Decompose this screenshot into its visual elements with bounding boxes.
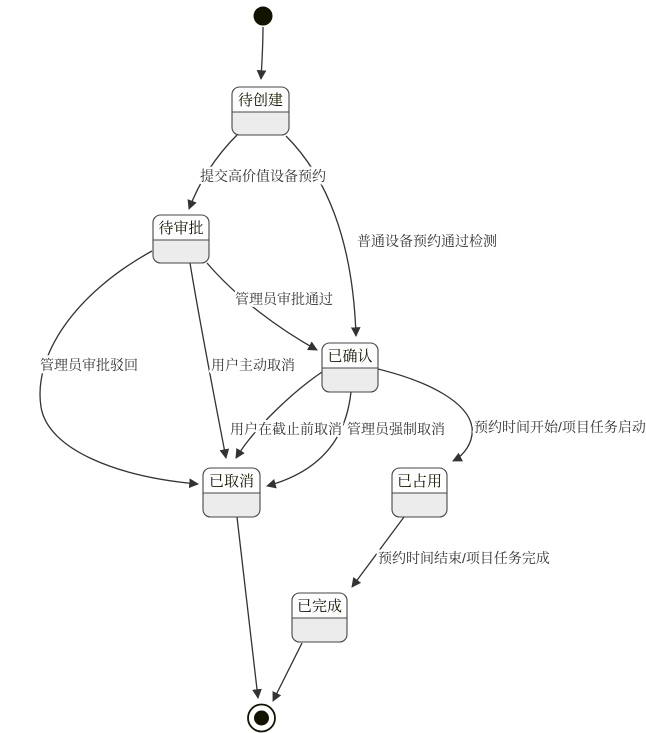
state-label-confirmed: 已确认 xyxy=(327,348,373,365)
transition-reservation-start-path xyxy=(378,369,472,461)
transition-label-normal-device-pass: 普通设备预约通过检测 xyxy=(357,233,497,249)
state-confirmed xyxy=(322,343,378,392)
transition-label-user-cancel: 用户主动取消 xyxy=(211,357,295,373)
state-completed xyxy=(292,593,347,642)
transition-label-admin-reject: 管理员审批驳回 xyxy=(40,357,138,373)
transition-label-admin-approve: 管理员审批通过 xyxy=(235,291,333,307)
state-label-cancelled: 已取消 xyxy=(208,473,255,490)
transition-label-admin-force-cancel: 管理员强制取消 xyxy=(347,421,445,437)
initial-state-dot xyxy=(254,7,272,25)
state-pending-create xyxy=(232,87,289,135)
state-occupied xyxy=(392,468,447,517)
state-label-pending-approval: 待审批 xyxy=(158,220,204,237)
state-pending-approval xyxy=(153,215,209,263)
transition-label-cancel-before-deadline: 用户在截止前取消 xyxy=(230,421,342,437)
transition-label-reservation-end: 预约时间结束/项目任务完成 xyxy=(378,550,550,566)
transition-label-submit-high-value: 提交高价值设备预约 xyxy=(200,168,326,184)
state-label-completed: 已完成 xyxy=(296,598,343,615)
state-label-occupied: 已占用 xyxy=(396,473,443,490)
transition-label-reservation-start: 预约时间开始/项目任务启动 xyxy=(474,419,646,435)
final-state xyxy=(248,705,275,732)
state-label-pending-create: 待创建 xyxy=(237,92,284,109)
transition-initial-to-pending-create xyxy=(261,27,263,79)
final-state-inner-dot xyxy=(254,711,269,726)
state-cancelled xyxy=(203,468,260,517)
transition-cancel-before-deadline-path xyxy=(236,372,322,458)
transition-cancelled-to-final-path xyxy=(237,517,258,698)
transition-completed-to-final-path xyxy=(273,643,302,701)
